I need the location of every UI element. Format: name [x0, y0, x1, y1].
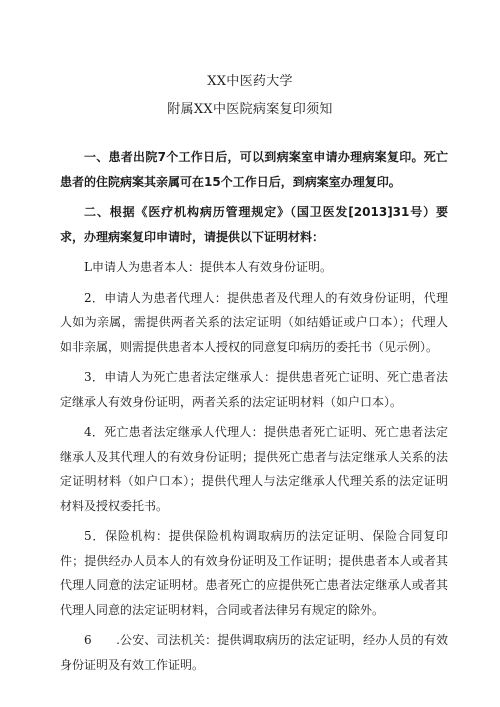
paragraph-item-2-agent: 2．申请人为患者代理人：提供患者及代理人的有效身份证明，代理人如为亲属，需提供两者关系的法定证明（如结婚证或户口本）；代理人如非亲属，则需提供患者本人授权的同意复印病历的委托书（见示例）。	[60, 290, 448, 354]
document-title-notice: 附属XX中医院病案复印须知	[167, 102, 333, 117]
paragraph-item-3-heir: 3．申请人为死亡患者法定继承人：提供患者死亡证明、死亡患者法定继承人有效身份证明，两者关系的法定证明材料（如户口本）。	[60, 370, 448, 409]
paragraph-discharge-rule: 一、患者出院7个工作日后，可以到病案室申请办理病案复印。死亡患者的住院病案其亲属可在15个工作日后，到病案室办理复印。	[60, 150, 448, 189]
document-title-university: XX中医药大学	[207, 74, 293, 89]
paragraph-regulation-requirement: 二、根据《医疗机构病历管理规定》（国卫医发[2013]31号）要求，办理病案复印申请时，请提供以下证明材料：	[60, 205, 448, 244]
paragraph-item-1-patient: L申请人为患者本人：提供本人有效身份证明。	[84, 260, 332, 274]
document-body	[60, 145, 448, 683]
paragraph-item-4-heir-agent: 4．死亡患者法定继承人代理人：提供患者死亡证明、死亡患者法定继承人及其代理人的有效身份证明；提供死亡患者与法定继承人关系的法定证明材料（如户口本）；提供代理人与法定继承人代理关系的法定证明材料及授权委托书。	[60, 425, 448, 513]
paragraph-item-5-insurance: 5．保险机构：提供保险机构调取病历的法定证明、保险合同复印件；提供经办人员本人的有效身份证明及工作证明；提供患者本人或者其代理人同意的法定证明材。患者死亡的应提供死亡患者法定继承人或者其代理人同意的法定证明材料，合同或者法律另有规定的除外。	[60, 529, 448, 617]
paragraph-item-6-police-judicial: 6 .公安、司法机关：提供调取病历的法定证明，经办人员的有效身份证明及有效工作证明。	[60, 633, 448, 672]
